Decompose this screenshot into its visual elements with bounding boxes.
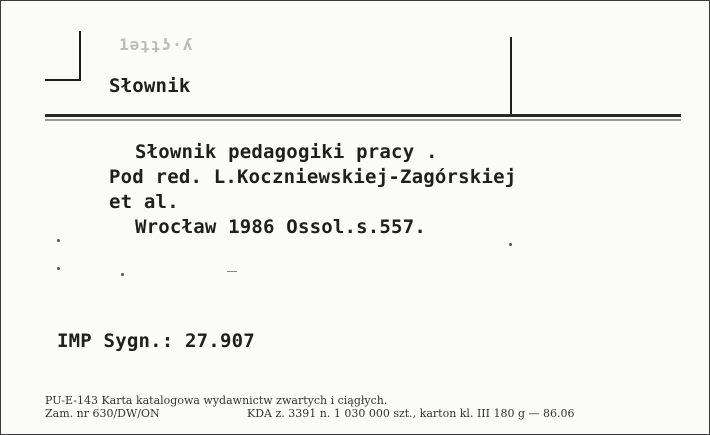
entry-imprint: Wrocław 1986 Ossol.s.557. <box>135 216 426 238</box>
speck-dash <box>227 271 237 272</box>
entry-title: Słownik pedagogiki pracy . <box>135 141 438 163</box>
footer-form-name: PU-E-143 Karta katalogowa wydawnictw zwartych i ciągłych. <box>45 394 388 407</box>
entry-editor: Pod red. L.Koczniewskiej-Zagórskiej <box>109 166 517 188</box>
speck <box>509 243 512 246</box>
speck <box>57 239 60 242</box>
entry-et-al: et al. <box>109 191 179 213</box>
card-heading: Słownik <box>109 75 191 97</box>
card-corner-horizontal <box>45 79 81 81</box>
card-horizontal-rule-shadow <box>45 119 681 121</box>
card-vertical-rule <box>510 37 512 115</box>
footer-print-details: KDA z. 3391 n. 1 030 000 szt., karton kl. III 180 g — 86.06 <box>247 407 575 420</box>
footer-order-number: Zam. nr 630/DW/ON <box>45 407 160 420</box>
card-corner-vertical <box>79 31 81 81</box>
call-number: IMP Sygn.: 27.907 <box>57 330 255 352</box>
speck <box>121 273 124 276</box>
speck <box>57 267 60 270</box>
faint-stamp: 1ǝʇʇʖ·ʎ <box>119 35 194 54</box>
card-horizontal-rule <box>45 114 681 117</box>
